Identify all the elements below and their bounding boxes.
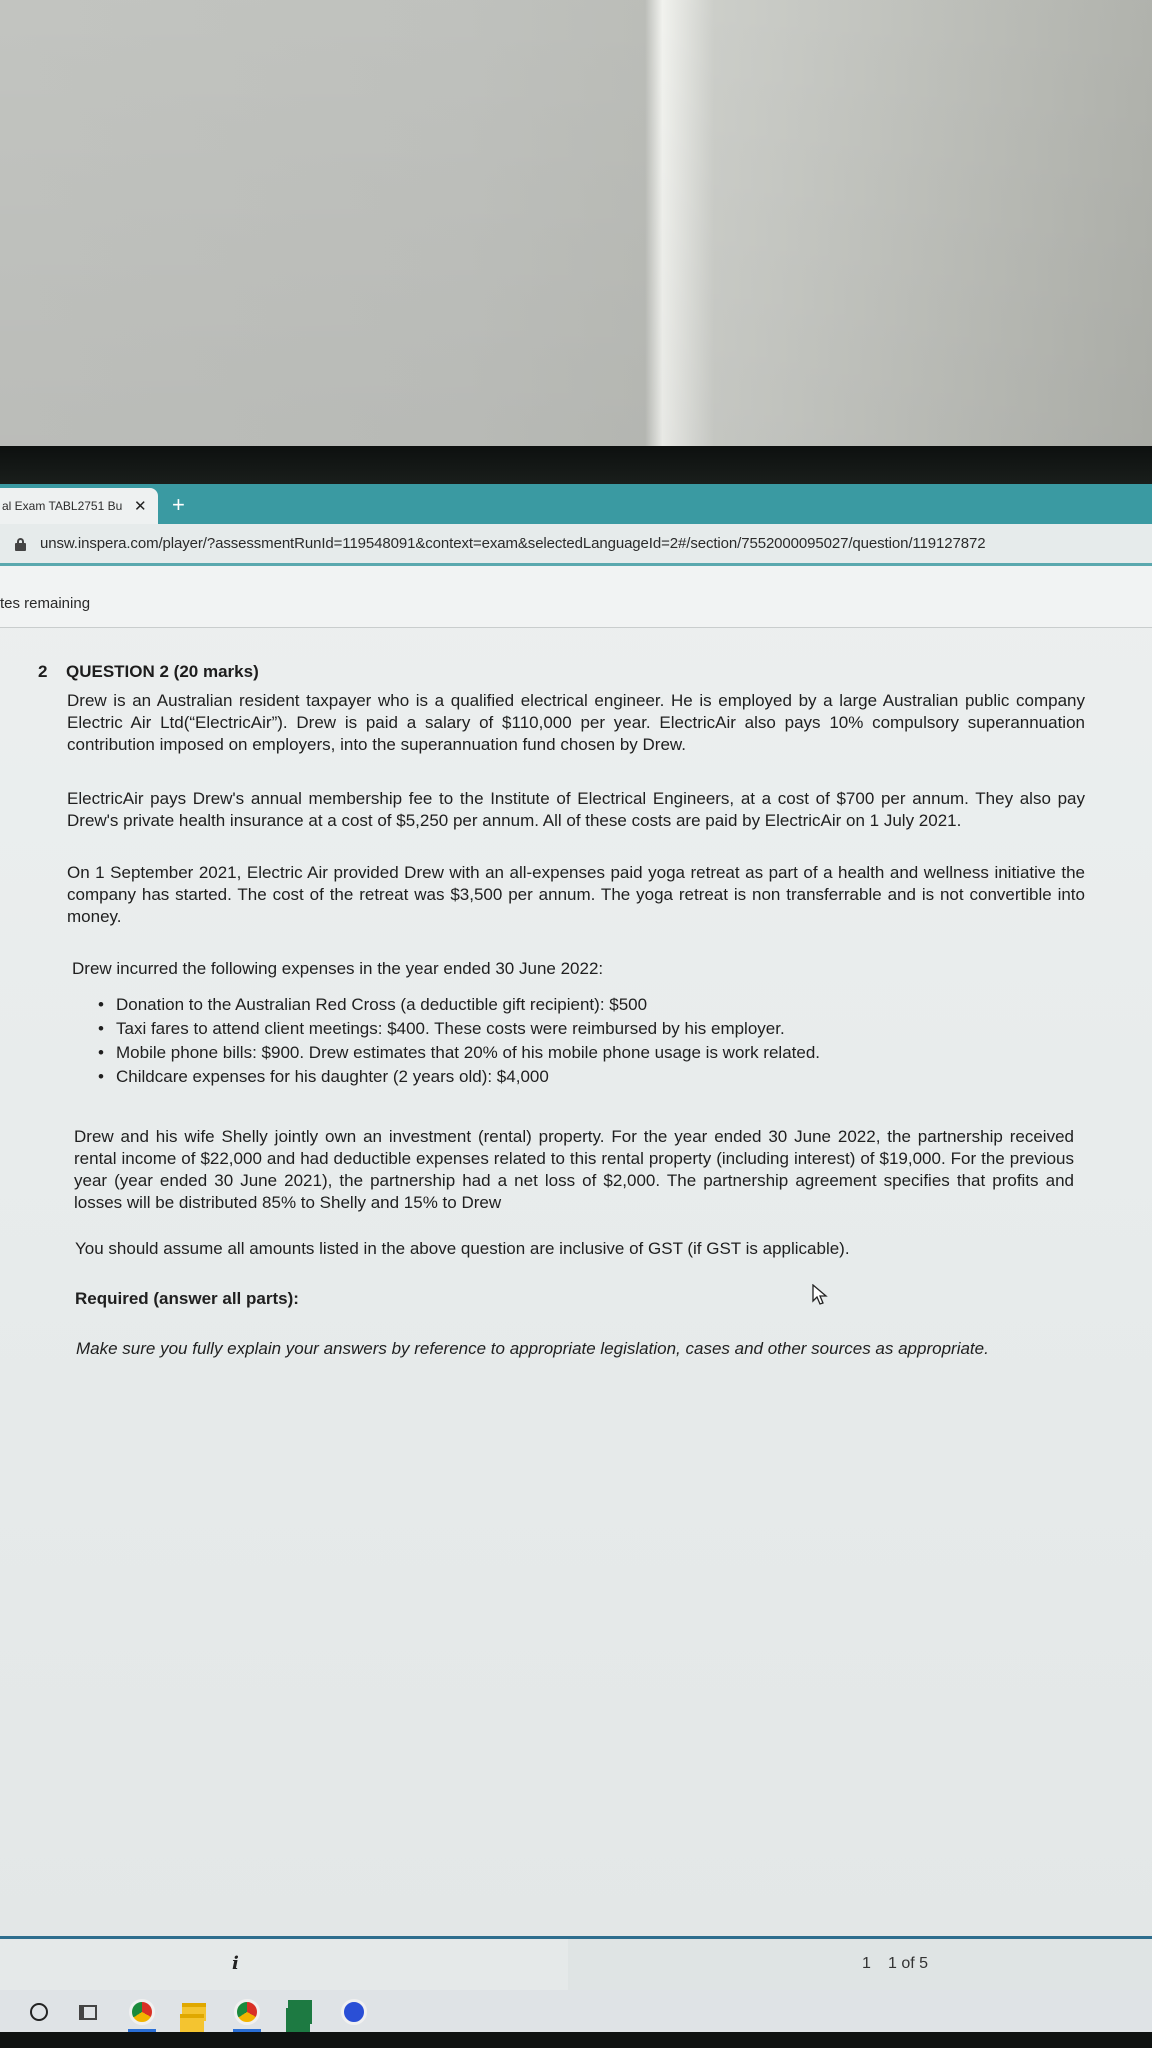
monitor-bottom-edge bbox=[0, 2032, 1152, 2048]
new-tab-button[interactable]: + bbox=[172, 492, 185, 517]
taskbar-excel[interactable] bbox=[286, 1998, 314, 2026]
start-button[interactable] bbox=[25, 1998, 53, 2026]
browser-tab-bar bbox=[0, 484, 1152, 524]
browser-tab[interactable] bbox=[0, 488, 158, 524]
chrome-icon bbox=[234, 1999, 260, 2025]
question-title: QUESTION 2 (20 marks) bbox=[66, 662, 259, 681]
list-item: • Childcare expenses for his daughter (2 years old): $4,000 bbox=[98, 1066, 998, 1088]
question-paragraph-3: On 1 September 2021, Electric Air provided Drew with an all-expenses paid yoga retreat as part of a health and wellness initiative the company has started. The cost of the retreat was $3,500 per annum. The yoga retreat is non transferrable and is not convertible into money. bbox=[67, 863, 1085, 926]
chrome-profile-icon bbox=[341, 1999, 367, 2025]
question-paragraph-1: Drew is an Australian resident taxpayer who is a qualified electrical engineer. He is employed by a large Australian public company Electric Air Ltd(“ElectricAir”). Drew is paid a salary of $110,000 per year. ElectricAir also pays 10% compulsory superannuation contribution imposed on employers, into the superannuation fund chosen by Drew. bbox=[67, 691, 1085, 754]
time-remaining-text: tes remaining bbox=[0, 595, 91, 612]
question-number-button[interactable]: 1 bbox=[862, 1955, 871, 1972]
url-text[interactable]: unsw.inspera.com/player/?assessmentRunId=119548091&context=exam&selectedLanguageId=2#/section/7552000095027/question/119127872 bbox=[40, 535, 986, 552]
question-paragraph-5: Drew and his wife Shelly jointly own an investment (rental) property. For the year ended 30 June 2022, the partnership received rental income of $22,000 and had deductible expenses related to this rental property (including interest) of $19,000. For the previous year (year ended 30 June 2021), the partnership had a net loss of $2,000. The partnership agreement specifies that profits and losses will be distributed 85% to Shelly and 15% to Drew bbox=[74, 1127, 1074, 1212]
question-paragraph-2: ElectricAir pays Drew's annual membership fee to the Institute of Electrical Engineers, at a cost of $700 per annum. They also pay Drew's private health insurance at a cost of $5,250 per annum. All of these costs are paid by ElectricAir on 1 July 2021. bbox=[67, 789, 1085, 830]
expenses-list bbox=[98, 994, 998, 1090]
monitor-bezel bbox=[0, 446, 1152, 486]
mouse-pointer-icon bbox=[812, 1284, 828, 1306]
taskbar-chrome-3[interactable] bbox=[340, 1998, 368, 2026]
question-number: 2 bbox=[38, 662, 48, 681]
gst-note: You should assume all amounts listed in the above question are inclusive of GST (if GST is applicable). bbox=[75, 1239, 850, 1258]
taskbar-file-explorer[interactable] bbox=[180, 1998, 208, 2026]
list-item: • Mobile phone bills: $900. Drew estimates that 20% of his mobile phone usage is work related. bbox=[98, 1042, 998, 1064]
list-item: • Donation to the Australian Red Cross (a deductible gift recipient): $500 bbox=[98, 994, 998, 1016]
active-indicator bbox=[180, 2014, 204, 2032]
address-bar[interactable] bbox=[0, 524, 1152, 566]
timer-bar bbox=[0, 566, 1152, 628]
expenses-intro: Drew incurred the following expenses in the year ended 30 June 2022: bbox=[72, 959, 604, 978]
exam-page bbox=[0, 566, 1152, 1938]
taskbar-chrome-2[interactable] bbox=[233, 1998, 261, 2026]
info-icon[interactable]: i bbox=[232, 1953, 239, 1974]
required-heading: Required (answer all parts): bbox=[75, 1289, 299, 1308]
cortana-circle-icon bbox=[30, 2003, 48, 2021]
navigation-right-panel bbox=[568, 1939, 1152, 1990]
chrome-icon bbox=[129, 1999, 155, 2025]
windows-taskbar bbox=[0, 1990, 1152, 2032]
question-navigation-bar bbox=[0, 1936, 1152, 1990]
close-tab-icon[interactable]: ✕ bbox=[134, 498, 147, 515]
lock-icon[interactable] bbox=[14, 537, 28, 551]
tab-title: al Exam TABL2751 Bu bbox=[2, 499, 123, 513]
list-item: • Taxi fares to attend client meetings: $400. These costs were reimbursed by his employer. bbox=[98, 1018, 998, 1040]
taskbar-chrome-1[interactable] bbox=[128, 1998, 156, 2026]
task-view-icon bbox=[79, 2005, 97, 2020]
task-view-button[interactable] bbox=[74, 1998, 102, 2026]
active-indicator bbox=[286, 2008, 310, 2032]
instruction-text: Make sure you fully explain your answers by reference to appropriate legislation, cases and other sources as appropriate. bbox=[76, 1339, 989, 1358]
page-counter: 1 of 5 bbox=[888, 1955, 929, 1972]
wall-shade bbox=[0, 0, 1152, 450]
